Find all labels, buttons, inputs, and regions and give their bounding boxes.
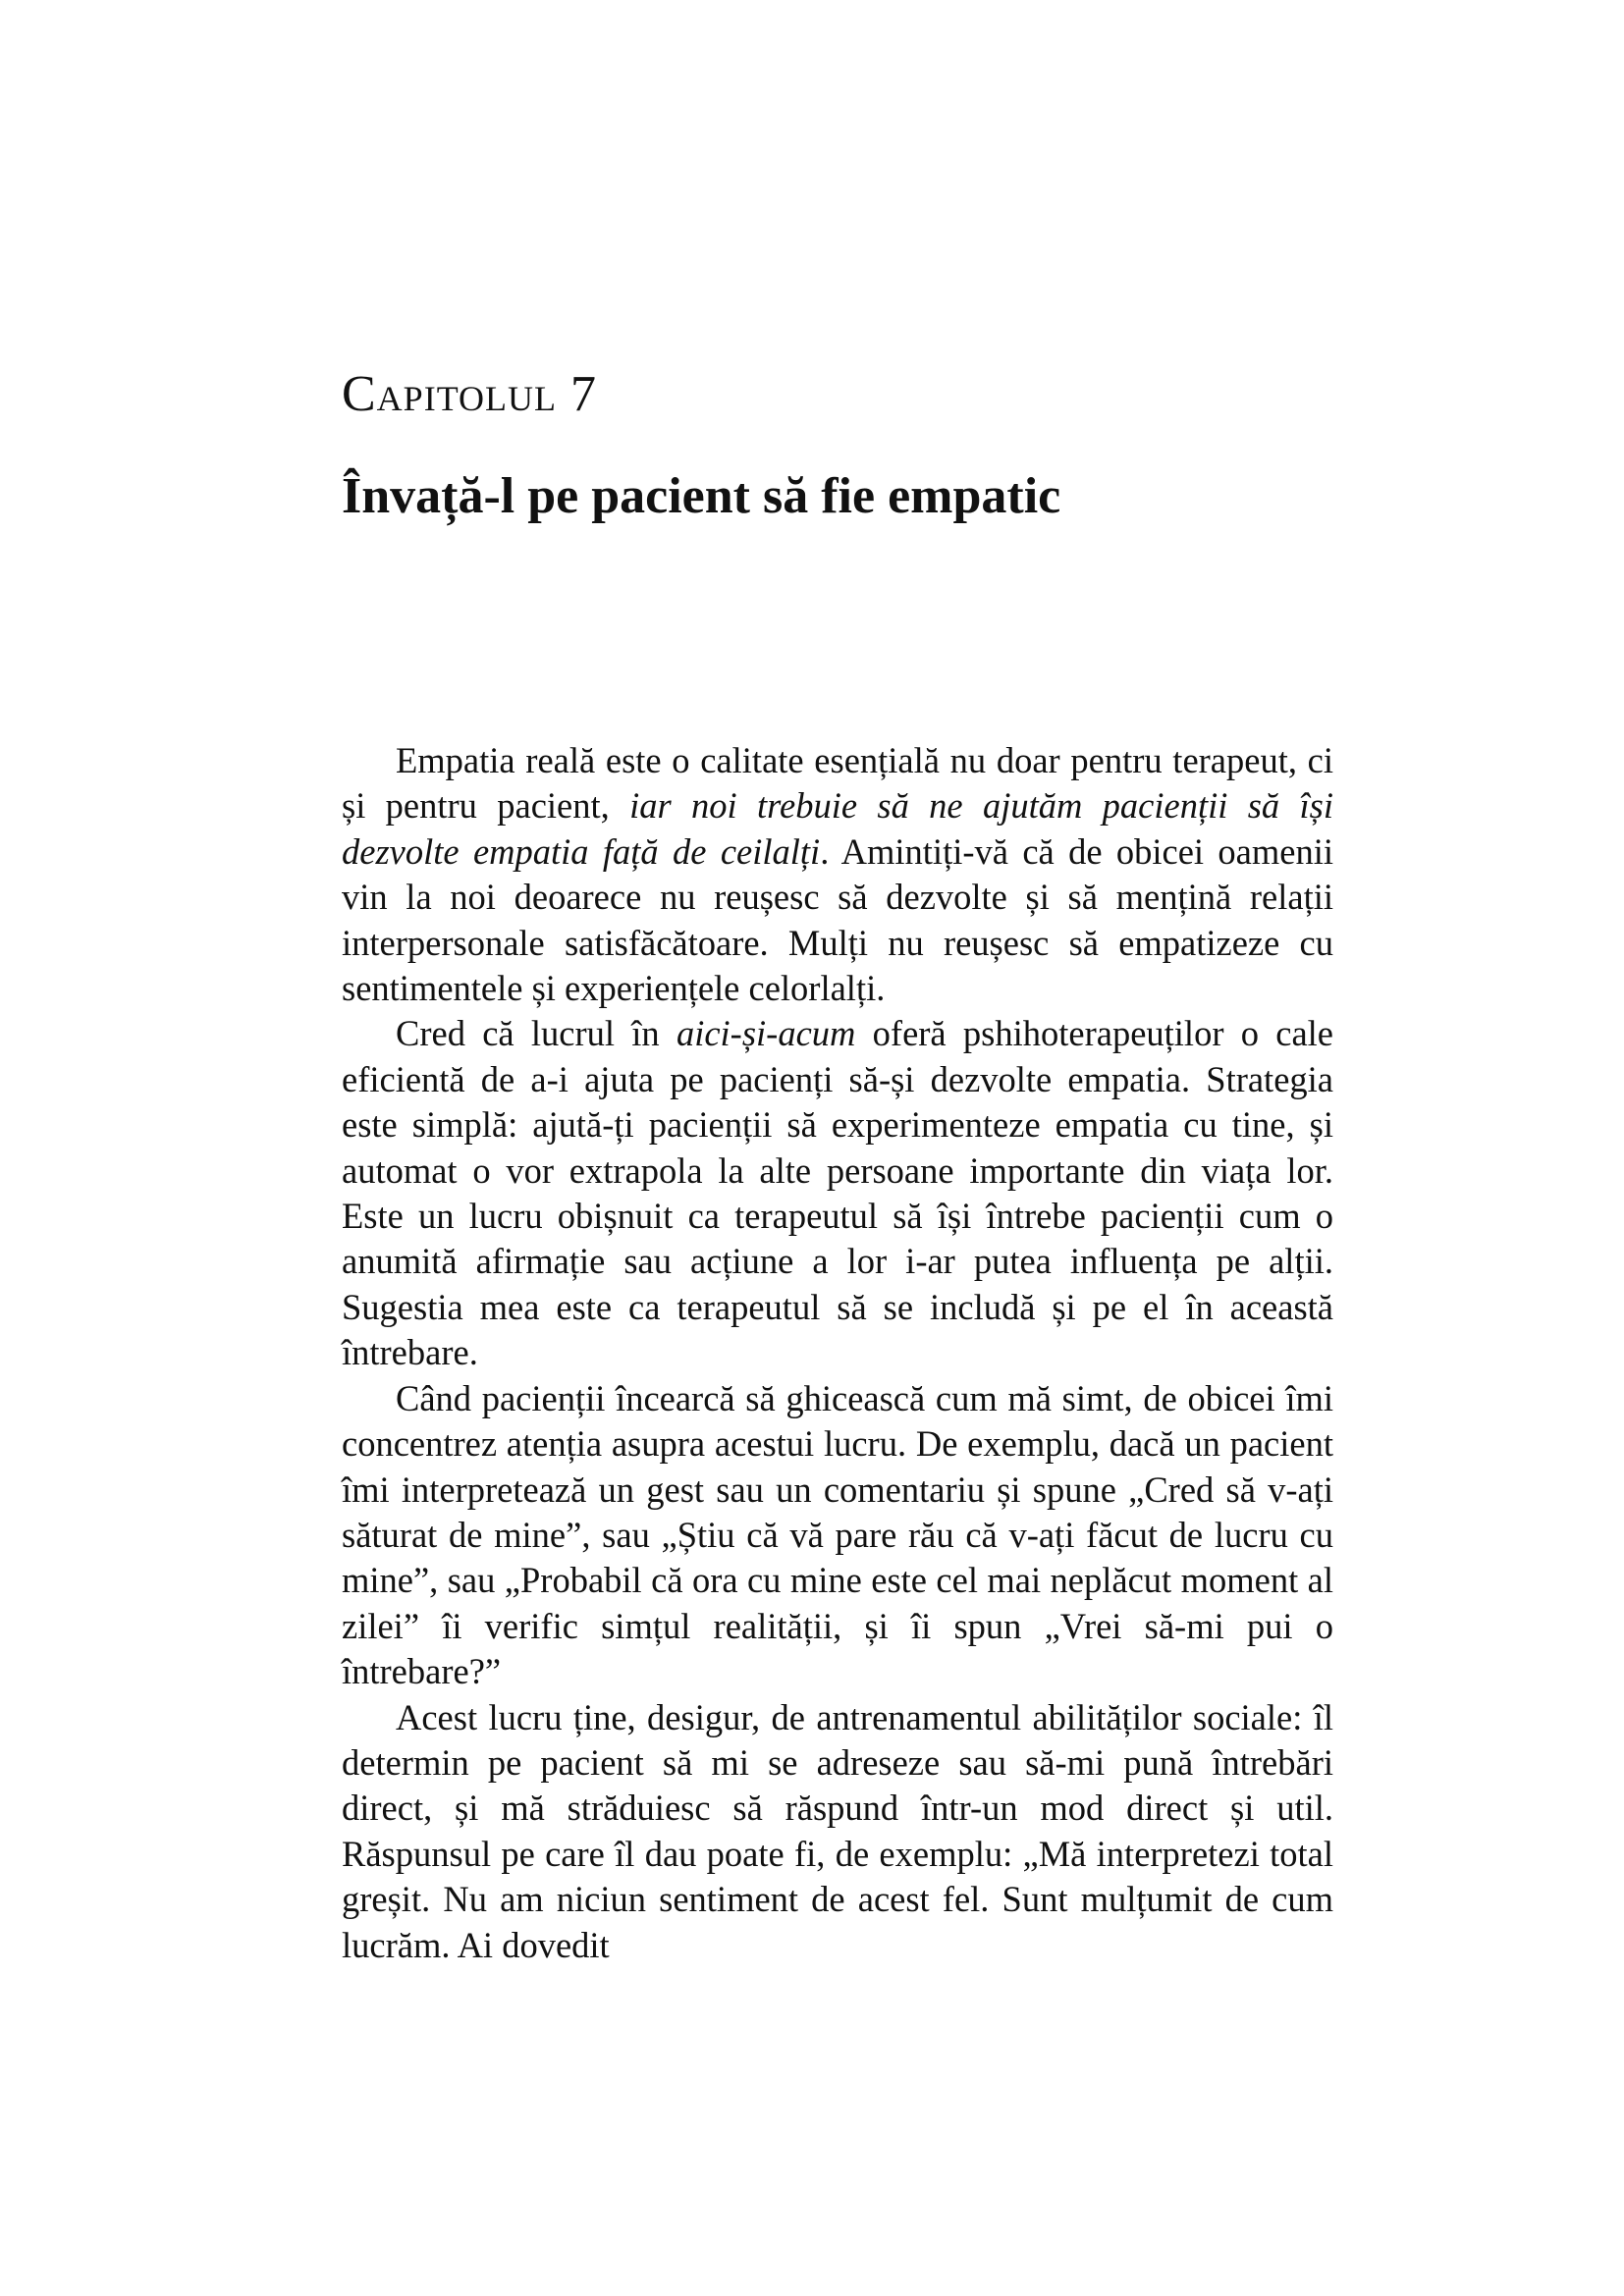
text-run: Empatia reală este o calitate esențială nu doar pentru terapeut, ci și pentru pacient, [342,740,1333,827]
paragraph [342,738,1333,1011]
text-run: Acest lucru ține, desigur, de antrenamentul abilităților sociale: îl determin pe pacient să mi se adreseze sau să-mi pună întrebări direct, și mă străduiesc să răspund într-un mod direct și util. Răspunsul pe care îl dau poate fi, de exemplu: „Mă interpretezi total greșit. Nu am niciun sentiment de acest fel. Sunt mulțumit de cum lucrăm. Ai dovedit [342,1696,1333,1965]
text-run: Când pacienții încearcă să ghicească cum mă simt, de obicei îmi concentrez atenția asupra acestui lucru. De exemplu, dacă un pacient îmi interpretează un gest sau un comentariu și spune „Cred să v-ați săturat de mine”, sau „Știu că vă pare rău că v-ați făcut de lucru cu mine”, sau „Probabil că ora cu mine este cel mai neplăcut moment al zilei” îi verific simțul realității, și îi spun „Vrei să-mi pui o întrebare?” [342,1377,1333,1692]
text-run: oferă pshihoterapeuților o cale eficientă de a-i ajuta pe pacienți să-și dezvolte empatia. Strategia este simplă: ajută-ți pacienții să experimenteze empatia cu tine, și automat o vor extrapola la alte persoane importante din viața lor. Este un lucru obișnuit ca terapeutul să își întrebe pacienții cum o anumită afirmație sau acțiune a lor i-ar putea influența pe alții. Sugestia mea este ca terapeutul să se includă și pe el în această întrebare. [342,1013,1333,1373]
italic-text-run: iar noi trebuie să ne ajutăm pacienții să își dezvolte empatia față de ceilalți [342,785,1333,872]
paragraph [342,1695,1333,1968]
paragraph [342,1376,1333,1695]
body-text [342,738,1333,1968]
text-run: . Amintiți-vă că de obicei oamenii vin la noi deoarece nu reușesc să dezvolte și să mențină relații interpersonale satisfăcătoare. Mulți nu reușesc să empatizeze cu sentimentele și experiențele celorlalți. [342,830,1333,1009]
chapter-title: Învață-l pe pacient să fie empatic [342,468,1061,524]
paragraph [342,1011,1333,1375]
text-run: Cred că lucrul în [396,1013,677,1054]
italic-text-run: aici-și-acum [676,1013,856,1054]
chapter-label: Capitolul 7 [342,366,598,422]
